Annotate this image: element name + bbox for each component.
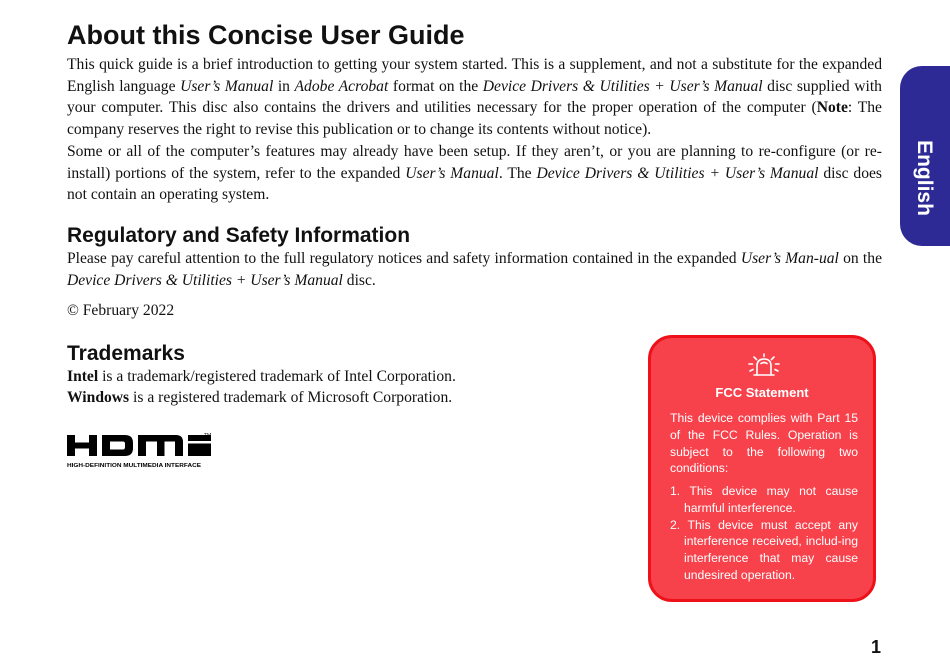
fcc-body: This device complies with Part 15 of the FCC Rules. Operation is subject to the following two conditions:	[670, 411, 858, 476]
trademark-windows: Windows is a registered trademark of Microsoft Corporation.	[67, 389, 453, 406]
hdmi-tagline: HIGH-DEFINITION MULTIMEDIA INTERFACE	[67, 463, 202, 469]
page-number: 1	[871, 637, 882, 657]
fcc-statement-box	[648, 335, 876, 602]
language-tab	[900, 66, 950, 246]
intro-paragraph-2: Some or all of the computer’s features may already have been setup. If they aren’t, or you are planning to re-configure (or re-install) portions of the system, refer to the expanded User’s Manual. The Device Drivers & Utilities + User’s Manual disc does not contain an operating system.	[67, 143, 882, 203]
alarm-bell-icon	[747, 353, 781, 379]
trademarks-heading: Trademarks	[67, 342, 185, 365]
fcc-condition-item: 1. This device may not cause harmful interference.	[670, 484, 858, 515]
fcc-title: FCC Statement	[715, 385, 809, 400]
language-tab-label: English	[913, 139, 936, 216]
fcc-condition-item: 2. This device must accept any interference received, includ-ing interference that may cause undesired operation.	[670, 517, 858, 582]
regulatory-heading: Regulatory and Safety Information	[67, 224, 411, 247]
page-title: About this Concise User Guide	[67, 20, 465, 50]
hdmi-logo	[67, 432, 217, 472]
trademark-intel: Intel is a trademark/registered trademark of Intel Corporation.	[67, 368, 456, 385]
hdmi-tm: TM	[204, 433, 212, 439]
fcc-conditions	[670, 483, 858, 584]
intro-paragraph-1: This quick guide is a brief introduction to getting your system started. This is a supplement, and not a substitute for the expanded English language User’s Manual in Adobe Acrobat format on the Device Drivers & Utilities + User’s Manual disc supplied with your computer. This disc also contains the drivers and utilities necessary for the proper operation of the computer (Note: The company reserves the right to revise this publication or to change its contents without notice).	[67, 56, 882, 138]
copyright-date: © February 2022	[67, 302, 175, 319]
regulatory-paragraph: Please pay careful attention to the full regulatory notices and safety information contained in the expanded User’s Man-ual on the Device Drivers & Utilities + User’s Manual disc.	[67, 250, 882, 289]
